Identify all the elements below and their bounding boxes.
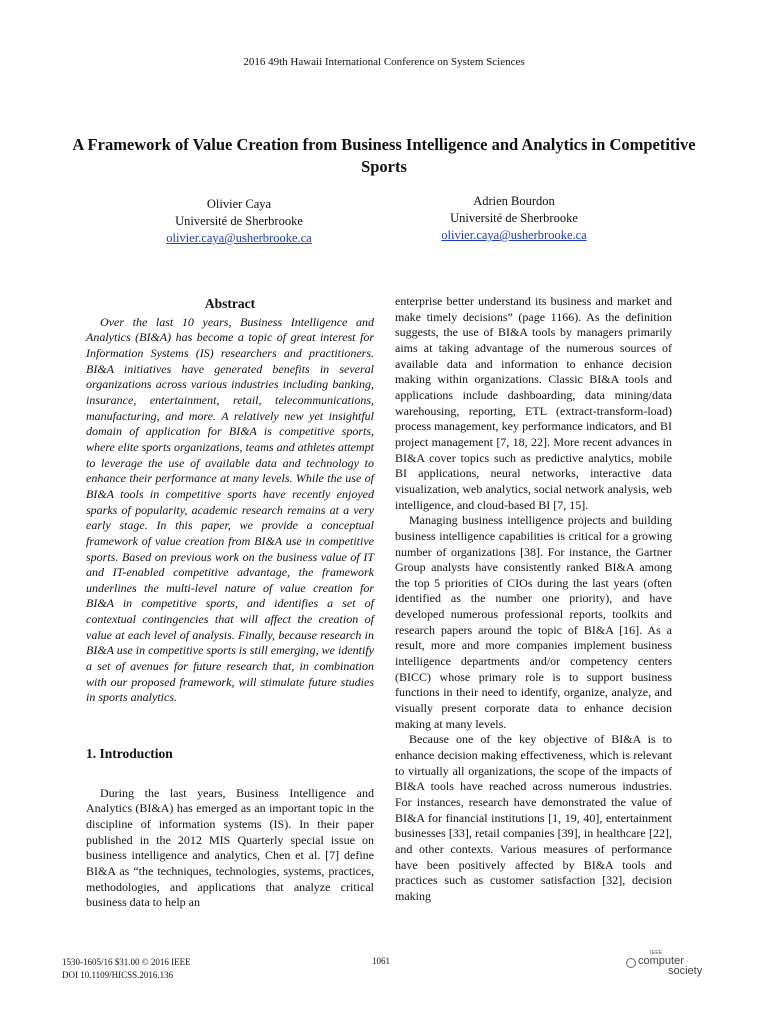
left-column	[86, 296, 374, 911]
logo-society-text: society	[668, 965, 703, 977]
logo-ieee-text: IEEE	[650, 950, 663, 956]
introduction-heading: 1. Introduction	[86, 746, 173, 762]
paper-title: A Framework of Value Creation from Business Intelligence and Analytics in Competitive Sports	[72, 135, 696, 176]
right-column	[395, 294, 672, 905]
page-number: 1061	[372, 956, 390, 966]
right-paragraph-2: Managing business intelligence projects and building business intelligence capabilities is critical for a growing number of organizations [38]. For instance, the Gartner Group analysts have consistently ranked BI&A among the top 5 priorities of CIOs during the last years (often identified as the number one priority), and have developed numerous professional reports, toolkits and research papers around the topic of BI&A [16]. As a result, more and more companies implement business intelligence departments and/or competency centers (BICC) whose primary role is to support business functions in their need to identify, organize, analyze, and visually present corporate data to enhance decision making at many levels.	[395, 513, 672, 731]
author-1	[124, 196, 354, 247]
author-2-name: Adrien Bourdon	[473, 194, 555, 208]
author-2-email-link[interactable]: olivier.caya@usherbrooke.ca	[441, 228, 587, 242]
author-1-email-link[interactable]: olivier.caya@usherbrooke.ca	[166, 231, 312, 245]
footer-copyright	[62, 956, 191, 982]
right-paragraph-1: enterprise better understand its business and market and make timely decisions” (page 1166). As the definition suggests, the use of BI&A tools by managers primarily aims at taking advantage of the numerous sources of available data and information to enhance decision making within organizations. Classic BI&A tools and applications include dashboarding, data mining/data warehousing, reporting, ETL (extract-transform-load) process management, key performance indicators, and BI project management [7, 18, 22]. More recent advances in BI&A cover topics such as predictive analytics, mobile BI applications, neural networks, interactive data visualization, web analytics, social network analysis, web intelligence, and cloud-based BI [7, 15].	[395, 294, 672, 512]
right-paragraph-3: Because one of the key objective of BI&A is to enhance decision making effectiveness, which is relevant to virtually all organizations, the scope of the impacts of BI&A tools have reached across numerous industries. For instances, research have demonstrated the value of BI&A for financial institutions [1, 19, 40], entertainment businesses [33], retail companies [39], in healthcare [22], and other contexts. Various measures of performance have been positively affected by BI&A tools and practices such as customer satisfaction [32], decision making	[395, 732, 672, 903]
author-1-name: Olivier Caya	[206, 197, 272, 211]
author-2-affiliation: Université de Sherbrooke	[450, 211, 578, 225]
logo-computer-text: computer	[638, 955, 684, 967]
abstract-heading: Abstract	[204, 296, 256, 311]
ieee-computer-society-logo	[624, 950, 714, 978]
introduction-paragraph: During the last years, Business Intelligence and Analytics (BI&A) has emerged as an important topic in the discipline of information systems (IS). In their paper published in the 2012 MIS Quarterly special issue on business intelligence and analytics, Chen et al. [7] define BI&A as “the techniques, technologies, systems, practices, methodologies, and applications that analyze critical business data to help an	[86, 785, 374, 910]
footer-price-line: 1530-1605/16 $31.00 © 2016 IEEE	[62, 957, 191, 967]
footer-doi: DOI 10.1109/HICSS.2016.136	[62, 970, 174, 980]
ieee-logo-icon	[626, 958, 636, 968]
author-2	[399, 193, 629, 244]
author-1-affiliation: Université de Sherbrooke	[175, 214, 303, 228]
conference-header: 2016 49th Hawaii International Conference on System Sciences	[243, 56, 525, 68]
abstract-text: Over the last 10 years, Business Intelligence and Analytics (BI&A) has become a topic of great interest for Information Systems (IS) researchers and practitioners. BI&A initiatives have generated benefits in several organizations across various industries including banking, insurance, entertainment, retail, telecommunications, manufacturing, and more. A relatively new yet insightful domain of application for BI&A is competitive sports, where elite sports organizations, teams and athletes attempt to leverage the use of available data and technology to enhance their performance at many levels. While the use of BI&A tools in competitive sports have recently enjoyed sparks of popularity, academic research remains at a very early stage. In this paper, we provide a conceptual framework of value creation from BI&A use in competitive sports. Based on previous work on the business value of IT and IT-enabled competitive advantage, the framework underlines the multi-level nature of value creation for BI&A in competitive sports, and identifies a set of contextual contingencies that will affect the creation of value at each level of analysis. Finally, because research in BI&A use in competitive sports is still emerging, we identify a set of avenues for future research that, in combination with our proposed framework, will stimulate future studies in sports analytics.	[86, 314, 374, 705]
